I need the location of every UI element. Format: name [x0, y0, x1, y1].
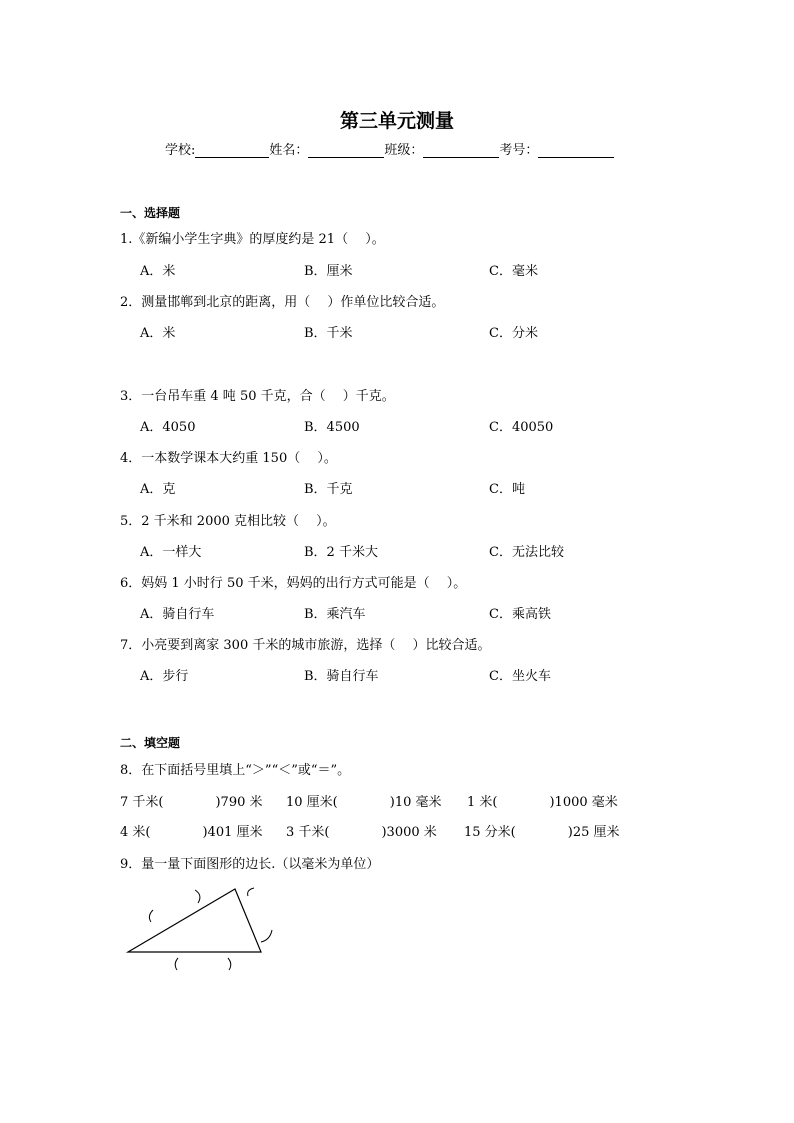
- q8-item: 3 千米( )3000 米: [286, 825, 437, 840]
- q2-option-b: B．千米: [304, 326, 353, 341]
- q6-option-b: B．乘汽车: [304, 607, 366, 622]
- page-title: 第三单元测量: [339, 110, 454, 132]
- q1-option-a: A．米: [140, 264, 176, 279]
- q2-option-a: A．米: [140, 326, 176, 341]
- triangle-figure: [120, 880, 290, 980]
- q8-item: 1 米( )1000 毫米: [467, 795, 618, 810]
- bracket-left-close: [195, 890, 200, 903]
- question-3: 3．一台吊车重 4 吨 50 千克，合（ ）千克。: [120, 389, 395, 404]
- q6-option-a: A．骑自行车: [140, 607, 215, 622]
- bracket-bottom-close: [228, 958, 231, 970]
- class-label: 班级：: [384, 143, 424, 158]
- bracket-left-open: [149, 910, 153, 922]
- section-heading-fill: 二、填空题: [120, 736, 181, 750]
- question-2: 2．测量邯郸到北京的距离，用（ ）作单位比较合适。: [120, 295, 445, 310]
- q8-item: 7 千米( )790 米: [120, 795, 263, 810]
- q1-option-c: C．毫米: [489, 264, 538, 279]
- question-7: 7．小亮要到离家 300 千米的城市旅游，选择（ ）比较合适。: [120, 638, 491, 653]
- q4-option-b: B．千克: [304, 482, 353, 497]
- q2-option-c: C．分米: [489, 326, 538, 341]
- question-6: 6．妈妈 1 小时行 50 千米，妈妈的出行方式可能是（ ）。: [120, 576, 467, 591]
- q7-option-c: C．坐火车: [489, 669, 551, 684]
- student-info-line: [165, 139, 614, 158]
- question-5: 5．2 千米和 2000 克相比较（ ）。: [120, 514, 336, 529]
- q6-option-c: C．乘高铁: [489, 607, 551, 622]
- q8-item: 15 分米( )25 厘米: [464, 825, 620, 840]
- q3-option-c: C．40050: [489, 420, 554, 435]
- q8-item: 10 厘米( )10 毫米: [286, 795, 442, 810]
- q5-option-b: B．2 千米大: [304, 545, 378, 560]
- q7-option-b: B．骑自行车: [304, 669, 379, 684]
- q3-option-b: B．4500: [304, 420, 360, 435]
- name-label: 姓名：: [269, 143, 309, 158]
- q7-option-a: A．步行: [140, 669, 189, 684]
- number-blank[interactable]: [538, 143, 614, 158]
- q4-option-c: C．吨: [489, 482, 525, 497]
- class-blank[interactable]: [423, 143, 499, 158]
- q8-item: 4 米( )401 厘米: [120, 825, 263, 840]
- question-9: 9．量一量下面图形的边长.（以毫米为单位）: [120, 857, 380, 872]
- bracket-right-close: [261, 930, 272, 942]
- triangle-shape: [128, 889, 261, 952]
- q3-option-a: A．4050: [140, 420, 196, 435]
- school-blank[interactable]: [195, 143, 269, 158]
- q5-option-c: C．无法比较: [489, 545, 564, 560]
- q5-option-a: A．一样大: [140, 545, 202, 560]
- q1-option-b: B．厘米: [304, 264, 353, 279]
- school-label: 学校:: [165, 143, 196, 158]
- question-4: 4．一本数学课本大约重 150（ ）。: [120, 451, 337, 466]
- name-blank[interactable]: [308, 143, 384, 158]
- question-8: 8．在下面括号里填上“＞”“＜”或“＝”。: [120, 763, 351, 778]
- number-label: 考号：: [499, 143, 539, 158]
- section-heading-choice: 一、选择题: [120, 206, 181, 220]
- question-1: 1.《新编小学生字典》的厚度约是 21（ ）。: [120, 232, 385, 247]
- bracket-right-open: [248, 888, 254, 896]
- q4-option-a: A．克: [140, 482, 176, 497]
- bracket-bottom-open: [175, 958, 178, 970]
